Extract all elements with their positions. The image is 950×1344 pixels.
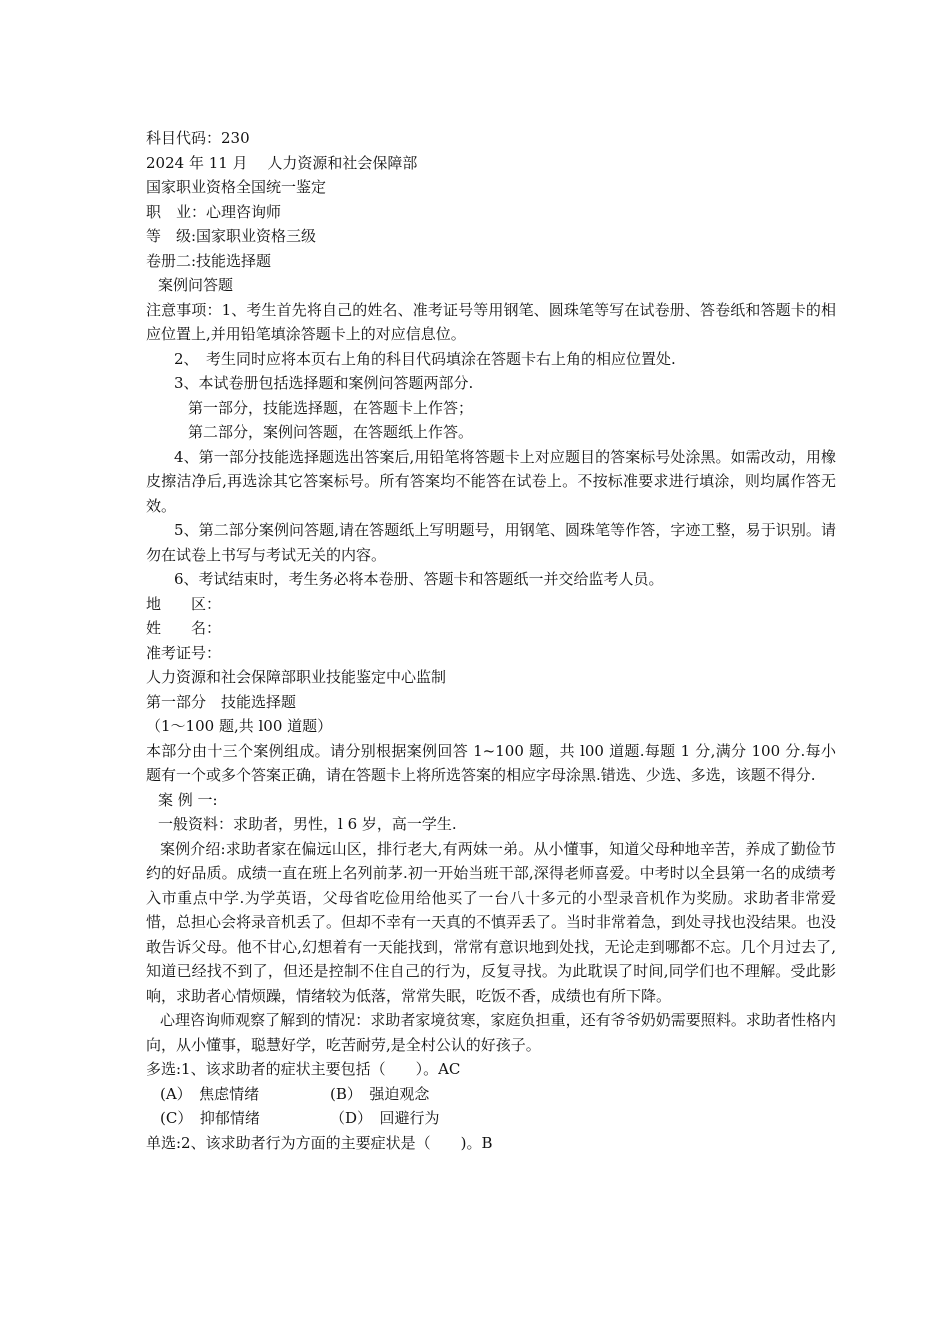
subject-code: 科目代码：230 (146, 129, 250, 147)
exam-name: 国家职业资格全国统一鉴定 (146, 178, 327, 196)
question-1-options-row-1 (146, 1082, 836, 1107)
case1-observation: 心理咨询师观察了解到的情况：求助者家境贫寒，家庭负担重，还有爷爷奶奶需要照料。求助者性格内向，从小懂事，聪慧好学，吃苦耐劳,是全村公认的好孩子。 (146, 1011, 836, 1054)
section-heading: 案例问答题 (158, 276, 234, 294)
notice-2: 2、 考生同时应将本页右上角的科目代码填涂在答题卡右上角的相应位置处. (174, 349, 676, 368)
option-b: (B） 强迫观念 (330, 1084, 430, 1103)
question-2: 单选:2、该求助者行为方面的主要症状是（ )。B (146, 1133, 493, 1152)
level: 等 级:国家职业资格三级 (146, 227, 317, 245)
case1-title: 案 例 一: (158, 790, 218, 809)
date-line: 2024 年 11 月 人力资源和社会保障部 (146, 153, 418, 172)
notice-3a: 第一部分，技能选择题，在答题卡上作答； (188, 398, 474, 417)
part1-range: （1～100 题,共 l00 道题） (146, 717, 333, 735)
question-1: 多选:1、该求助者的症状主要包括（ ）。AC (146, 1060, 461, 1078)
part1-intro: 本部分由十三个案例组成。请分别根据案例回答 1~100 题，共 l00 道题.每题 1 分,满分 100 分.每小题有一个或多个答案正确，请在答题卡上将所选答案的相应字母涂黑.错选、少选、多选，该题不得分. (146, 741, 836, 784)
name-field: 姓 名： (146, 619, 222, 637)
ticket-field: 准考证号： (146, 643, 222, 662)
option-d: （D） 回避行为 (330, 1109, 440, 1127)
notice-6: 6、考试结束时，考生务必将本卷册、答题卡和答题纸一并交给监考人员。 (174, 570, 664, 588)
supervisor-line: 人力资源和社会保障部职业技能鉴定中心监制 (146, 668, 447, 686)
notice-4: 4、第一部分技能选择题选出答案后,用铅笔将答题卡上对应题目的答案标号处涂黑。如需改动，用橡皮擦洁净后,再选涂其它答案标号。所有答案均不能答在试卷上。不按标准要求进行填涂，则均属作答无效。 (146, 447, 836, 515)
notice-3: 3、本试卷册包括选择题和案例问答题两部分. (174, 374, 474, 392)
question-1-options-row-2 (146, 1106, 836, 1131)
notice-5: 5、第二部分案例问答题,请在答题纸上写明题号，用钢笔、圆珠笔等作答，字迹工整，易于识别。请勿在试卷上书写与考试无关的内容。 (146, 521, 836, 564)
volume: 卷册二:技能选择题 (146, 251, 272, 270)
case1-intro: 案例介绍:求助者家在偏远山区，排行老大,有两妹一弟。从小懂事，知道父母种地辛苦，养成了勤俭节约的好品质。成绩一直在班上名列前茅.初一开始当班干部,深得老师喜爱。中考时以全县第一名的成绩考入市重点中学.为学英语，父母省吃俭用给他买了一台八十多元的小型录音机作为奖励。求助者非常爱惜，总担心会将录音机丢了。但却不幸有一天真的不慎弄丢了。当时非常着急，到处寻找也没结果。也没敢告诉父母。他不甘心,幻想着有一天能找到，常常有意识地到处找，无论走到哪都不忘。几个月过去了,知道已经找不到了，但还是控制不住自己的行为，反复寻找。为此耽误了时间,同学们也不理解。受此影响，求助者心情烦躁，情绪较为低落，常常失眠，吃饭不香，成绩也有所下降。 (146, 839, 837, 1005)
notice-1: 注意事项：1、考生首先将自己的姓名、准考证号等用钢笔、圆珠笔等写在试卷册、答卷纸和答题卡的相应位置上,并用铅笔填涂答题卡上的对应信息位。 (146, 300, 836, 343)
option-a: (A） 焦虑情绪 (160, 1084, 260, 1103)
part1-title: 第一部分 技能选择题 (146, 692, 297, 711)
region-field: 地 区： (146, 594, 222, 613)
case1-general: 一般资料：求助者，男性，l 6 岁，高一学生. (158, 815, 457, 833)
document-body (146, 126, 836, 1155)
notice-3b: 第二部分，案例问答题，在答题纸上作答。 (188, 423, 474, 441)
occupation: 职 业：心理咨询师 (146, 202, 282, 221)
option-c: (C） 抑郁情绪 (160, 1109, 260, 1127)
